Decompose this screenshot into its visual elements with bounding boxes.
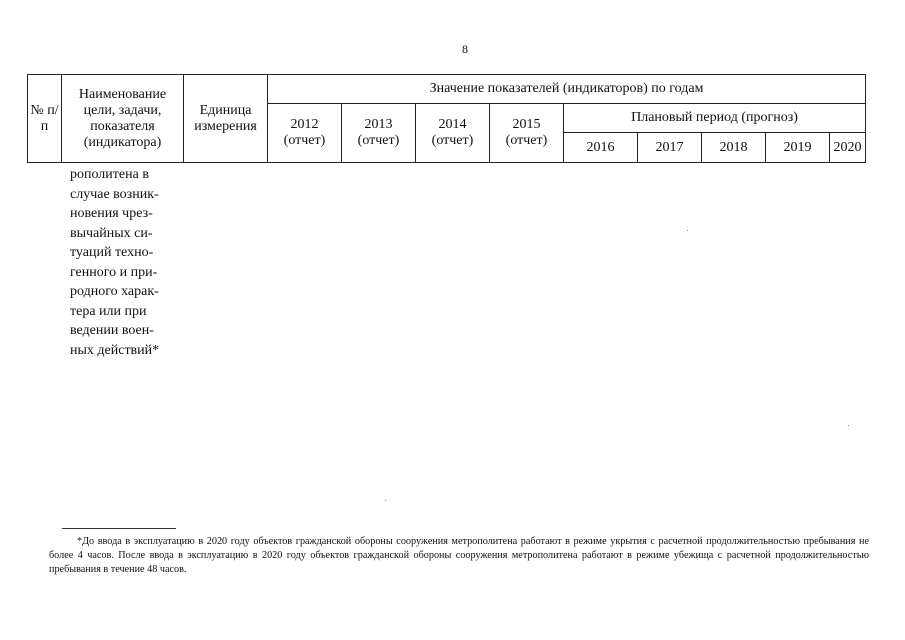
- year-label: 2012: [290, 117, 319, 132]
- year-label: 2015: [512, 117, 541, 132]
- header-year-2020: 2020: [830, 133, 866, 163]
- header-year-2014: [416, 104, 490, 163]
- year-note: (отчет): [283, 133, 326, 148]
- header-year-2018: 2018: [702, 133, 766, 163]
- header-year-2016: 2016: [564, 133, 638, 163]
- header-values-by-year: Значение показателей (индикаторов) по годам: [268, 75, 866, 104]
- indicators-table: [27, 74, 866, 163]
- year-label: 2013: [364, 117, 393, 132]
- page-number: 8: [462, 42, 468, 56]
- year-note: (отчет): [505, 133, 548, 148]
- year-label: 2014: [438, 117, 467, 132]
- header-unit: Единица измерения: [184, 75, 268, 163]
- header-number: № п/п: [28, 75, 62, 163]
- header-year-2015: [490, 104, 564, 163]
- header-name: Наименование цели, задачи, показателя (индикатора): [62, 75, 184, 163]
- scan-speck: [848, 425, 849, 426]
- year-note: (отчет): [431, 133, 474, 148]
- scan-speck: [385, 500, 386, 501]
- footnote: *До ввода в эксплуатацию в 2020 году объектов гражданской обороны сооружения метрополитена работают в режиме укрытия с расчетной продолжительностью пребывания не более 4 часов. После ввода в эксплуатацию в 2020 году объектов гражданской обороны сооружения метрополитена работают в режиме убежища с расчетной продолжительностью пребывания в течение 48 часов.: [49, 536, 869, 575]
- continued-indicator-name: рополитена в случае возник- новения чрез- вычайных си- туаций техно- генного и при- родного харак- тера или при ведении воен- ных действий*: [70, 167, 160, 358]
- header-year-2019: 2019: [766, 133, 830, 163]
- scan-speck: [687, 230, 688, 231]
- header-year-2012: [268, 104, 342, 163]
- header-year-2013: [342, 104, 416, 163]
- year-note: (отчет): [357, 133, 400, 148]
- header-year-2017: 2017: [638, 133, 702, 163]
- header-plan-period: Плановый период (прогноз): [564, 104, 866, 133]
- footnote-separator: [62, 528, 176, 529]
